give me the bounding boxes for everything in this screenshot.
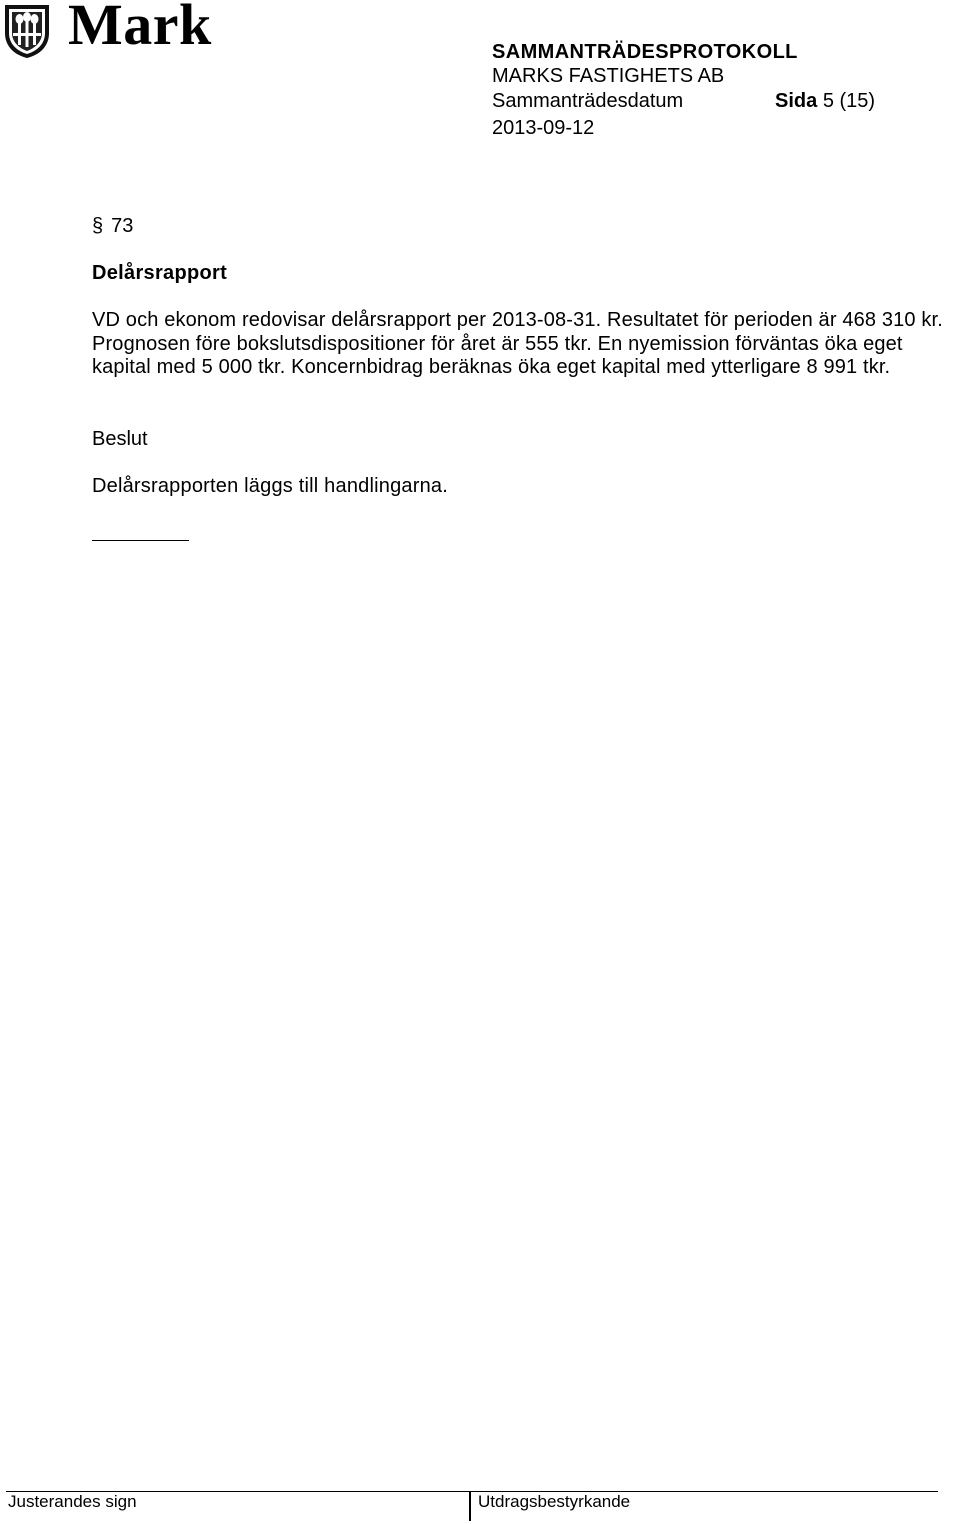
section-paragraph: VD och ekonom redovisar delårsrapport per 2013-08-31. Resultatet för perioden är 468 310 kr. Prognosen före bokslutsdispositioner för året är 555 tkr. En nyemission förväntas öka eget kapital med 5 000 tkr. Koncernbidrag beräknas öka eget kapital med ytterligare 8 991 tkr. — [92, 309, 943, 378]
footer-utdragsbestyrkande: Utdragsbestyrkande — [478, 1492, 631, 1511]
meeting-date-label: Sammanträdesdatum — [492, 90, 684, 112]
coat-of-arms-icon — [3, 3, 51, 59]
footer-column-divider — [469, 1491, 471, 1521]
section-number-value: 73 — [111, 215, 134, 237]
page-indicator — [775, 89, 875, 113]
company-name: MARKS FASTIGHETS AB — [492, 65, 725, 87]
logo-wordmark: Mark — [68, 0, 212, 57]
page-label: Sida — [775, 90, 818, 112]
decision-text: Delårsrapporten läggs till handlingarna. — [92, 475, 448, 497]
section-number — [92, 214, 133, 238]
footer-divider-line — [6, 1491, 938, 1492]
meeting-date: 2013-09-12 — [492, 117, 595, 139]
section-heading: Delårsrapport — [92, 262, 228, 284]
footer-justerandes-sign: Justerandes sign — [8, 1492, 137, 1511]
page-value: 5 (15) — [822, 90, 876, 112]
document-title: SAMMANTRÄDESPROTOKOLL — [492, 41, 798, 63]
section-symbol: § — [92, 215, 104, 237]
decision-label: Beslut — [92, 428, 148, 450]
section-end-rule — [92, 540, 189, 541]
